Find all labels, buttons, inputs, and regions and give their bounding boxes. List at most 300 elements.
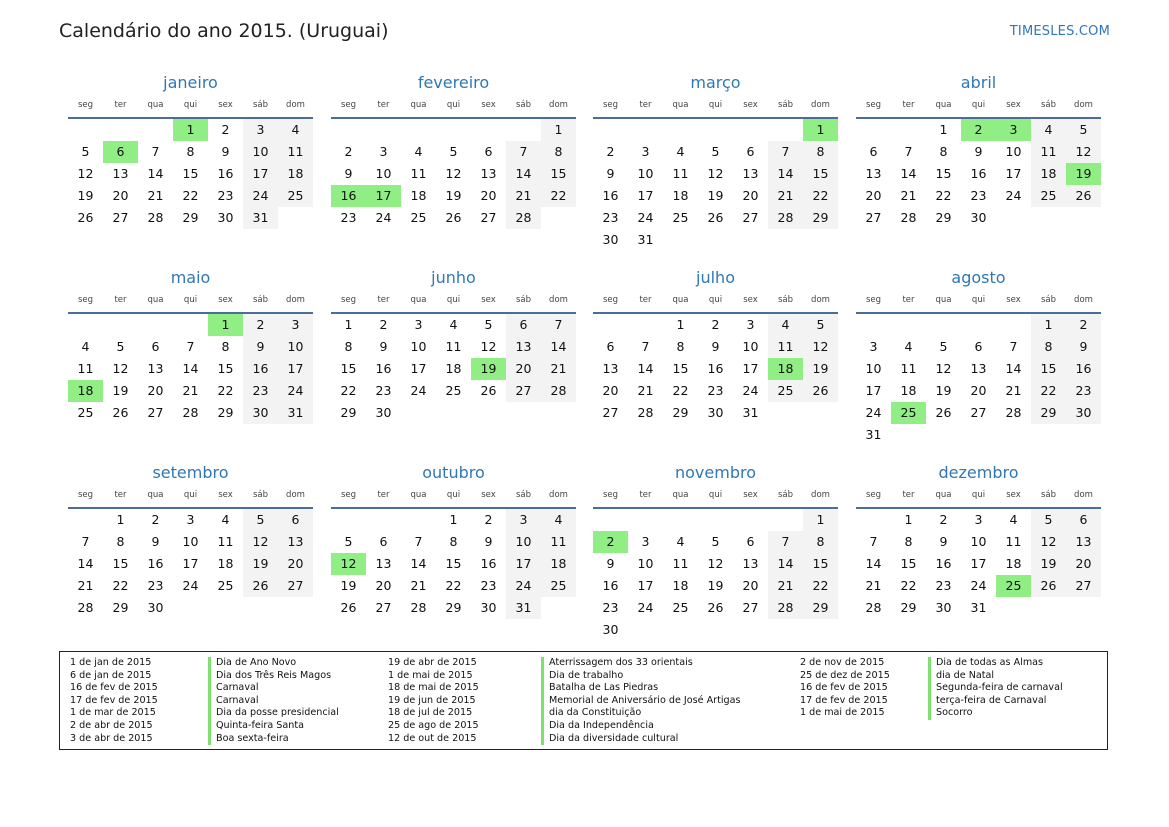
weekday-label: sex	[743, 490, 758, 500]
empty-cell	[768, 229, 803, 251]
holiday-day-cell: 1	[173, 119, 208, 141]
day-cell: 21	[410, 578, 427, 593]
day-cell: 30	[375, 405, 392, 420]
holiday-dates-col-2	[388, 657, 479, 745]
day-cell: 24	[865, 405, 882, 420]
day-grid	[68, 314, 313, 424]
day-cell: 1	[344, 317, 353, 332]
weekday-label: dom	[811, 100, 830, 110]
weekday-label: dom	[549, 490, 568, 500]
empty-cell	[663, 229, 698, 251]
day-cell: 3	[379, 144, 388, 159]
holiday-name: terça-feira de Carnaval	[928, 695, 1063, 708]
empty-cell	[803, 619, 838, 641]
weekday-label: sáb	[777, 100, 794, 110]
empty-cell	[698, 619, 733, 641]
day-cell: 19	[707, 578, 724, 593]
day-cell: 21	[1005, 383, 1022, 398]
day-cell: 30	[217, 210, 234, 225]
day-grid	[593, 314, 838, 424]
day-cell: 3	[641, 534, 650, 549]
day-cell: 8	[1031, 336, 1066, 358]
holiday-date: 12 de out de 2015	[388, 732, 477, 744]
empty-cell	[173, 314, 208, 336]
weekday-label: sáb	[515, 490, 532, 500]
day-cell: 23	[602, 600, 619, 615]
empty-cell	[68, 509, 103, 531]
day-cell: 18	[217, 556, 234, 571]
day-cell: 30	[935, 600, 952, 615]
empty-cell	[698, 509, 733, 531]
weekday-label: dom	[1074, 295, 1093, 305]
holiday-date: 25 de ago de 2015	[388, 719, 479, 731]
empty-cell	[593, 509, 628, 531]
weekday-label: ter	[377, 490, 390, 500]
day-cell: 14	[1005, 361, 1022, 376]
day-cell: 2	[344, 144, 353, 159]
day-cell: 24	[375, 210, 392, 225]
day-cell: 16	[217, 166, 234, 181]
day-cell: 3	[506, 509, 541, 531]
day-cell: 24	[243, 185, 278, 207]
day-cell: 8	[676, 339, 685, 354]
weekday-label: qua	[672, 295, 689, 305]
month-name: agosto	[951, 268, 1006, 287]
day-cell: 25	[672, 600, 689, 615]
month-10	[331, 462, 576, 619]
day-cell: 23	[970, 188, 987, 203]
month-name: janeiro	[163, 73, 218, 92]
holiday-day-cell: 19	[1066, 163, 1101, 185]
day-cell: 17	[1005, 166, 1022, 181]
month-5	[68, 267, 313, 424]
day-cell: 8	[344, 339, 353, 354]
day-cell: 22	[340, 383, 357, 398]
day-cell: 20	[970, 383, 987, 398]
day-cell: 10	[506, 531, 541, 553]
weekday-label: dom	[1074, 100, 1093, 110]
month-7	[593, 267, 838, 424]
day-cell: 10	[243, 141, 278, 163]
day-cell: 28	[900, 210, 917, 225]
day-cell: 13	[970, 361, 987, 376]
empty-cell	[856, 509, 891, 531]
weekday-label: dom	[811, 295, 830, 305]
day-cell: 5	[484, 317, 493, 332]
day-cell: 20	[506, 358, 541, 380]
day-cell: 15	[803, 163, 838, 185]
holiday-date: 19 de abr de 2015	[388, 657, 477, 668]
day-cell: 12	[1066, 141, 1101, 163]
empty-cell	[68, 119, 103, 141]
empty-cell	[103, 119, 138, 141]
day-cell: 9	[1066, 336, 1101, 358]
day-cell: 8	[186, 144, 195, 159]
weekday-label: ter	[639, 295, 652, 305]
day-cell: 29	[935, 210, 952, 225]
day-cell: 24	[742, 383, 759, 398]
day-cell: 16	[707, 361, 724, 376]
day-cell: 25	[410, 210, 427, 225]
weekday-label: ter	[377, 100, 390, 110]
empty-cell	[68, 314, 103, 336]
day-cell: 25	[541, 575, 576, 597]
day-cell: 19	[803, 358, 838, 380]
day-cell: 1	[676, 317, 685, 332]
holiday-day-cell: 1	[803, 119, 838, 141]
day-cell: 27	[970, 405, 987, 420]
day-cell: 13	[602, 361, 619, 376]
day-cell: 5	[81, 144, 90, 159]
holiday-name: dia da Constituição	[541, 707, 740, 720]
day-grid	[68, 509, 313, 619]
holiday-name: Dia de todas as Almas	[928, 657, 1063, 670]
weekday-header	[856, 95, 1101, 115]
day-cell: 17	[742, 361, 759, 376]
day-cell: 29	[1031, 402, 1066, 424]
day-cell: 29	[803, 207, 838, 229]
day-cell: 18	[278, 163, 313, 185]
day-cell: 26	[1066, 185, 1101, 207]
empty-cell	[768, 509, 803, 531]
day-cell: 9	[939, 534, 948, 549]
day-cell: 15	[541, 163, 576, 185]
day-cell: 15	[803, 553, 838, 575]
day-cell: 5	[116, 339, 125, 354]
day-cell: 23	[602, 210, 619, 225]
day-cell: 9	[243, 336, 278, 358]
day-cell: 4	[768, 314, 803, 336]
day-cell: 9	[379, 339, 388, 354]
day-cell: 16	[935, 556, 952, 571]
day-cell: 3	[974, 512, 983, 527]
weekday-label: sex	[481, 295, 496, 305]
holiday-day-cell: 17	[366, 185, 401, 207]
day-cell: 10	[742, 339, 759, 354]
month-name: junho	[431, 268, 476, 287]
day-cell: 18	[410, 188, 427, 203]
day-cell: 21	[900, 188, 917, 203]
day-cell: 1	[449, 512, 458, 527]
day-cell: 5	[1031, 509, 1066, 531]
weekday-label: seg	[77, 295, 94, 305]
day-cell: 20	[480, 188, 497, 203]
page-title: Calendário do ano 2015. (Uruguai)	[59, 20, 389, 42]
day-cell: 15	[182, 166, 199, 181]
empty-cell	[331, 119, 366, 141]
day-cell: 5	[939, 339, 948, 354]
day-cell: 2	[711, 317, 720, 332]
day-cell: 27	[1066, 575, 1101, 597]
day-cell: 9	[484, 534, 493, 549]
empty-cell	[628, 509, 663, 531]
day-cell: 2	[484, 512, 493, 527]
day-cell: 31	[243, 207, 278, 229]
day-cell: 6	[1066, 509, 1101, 531]
day-cell: 30	[147, 600, 164, 615]
empty-cell	[278, 597, 313, 619]
day-cell: 10	[278, 336, 313, 358]
day-cell: 31	[742, 405, 759, 420]
day-cell: 18	[672, 578, 689, 593]
day-cell: 14	[768, 163, 803, 185]
day-cell: 28	[1005, 405, 1022, 420]
month-9	[68, 462, 313, 619]
day-cell: 30	[602, 232, 619, 247]
day-cell: 15	[217, 361, 234, 376]
day-cell: 22	[182, 188, 199, 203]
holiday-dates-col-3	[800, 657, 890, 720]
empty-cell	[856, 314, 891, 336]
day-cell: 18	[900, 383, 917, 398]
day-cell: 16	[243, 358, 278, 380]
day-cell: 21	[768, 185, 803, 207]
day-cell: 5	[449, 144, 458, 159]
day-cell: 10	[865, 361, 882, 376]
day-cell: 27	[112, 210, 129, 225]
month-name: julho	[696, 268, 735, 287]
day-cell: 23	[375, 383, 392, 398]
day-cell: 4	[414, 144, 423, 159]
day-cell: 7	[186, 339, 195, 354]
empty-cell	[698, 119, 733, 141]
empty-cell	[996, 314, 1031, 336]
day-cell: 22	[672, 383, 689, 398]
weekday-label: qua	[935, 490, 952, 500]
weekday-label: sex	[743, 295, 758, 305]
empty-cell	[803, 402, 838, 424]
day-cell: 30	[602, 622, 619, 637]
day-cell: 9	[606, 556, 615, 571]
weekday-label: sáb	[777, 490, 794, 500]
holiday-day-cell: 1	[208, 314, 243, 336]
day-cell: 7	[414, 534, 423, 549]
day-cell: 8	[904, 534, 913, 549]
weekday-label: seg	[77, 490, 94, 500]
empty-cell	[401, 119, 436, 141]
day-cell: 7	[641, 339, 650, 354]
weekday-label: ter	[639, 100, 652, 110]
day-cell: 20	[147, 383, 164, 398]
weekday-header	[68, 485, 313, 505]
weekday-label: sex	[743, 100, 758, 110]
day-cell: 1	[541, 119, 576, 141]
day-cell: 3	[243, 119, 278, 141]
holiday-date: 18 de mai de 2015	[388, 682, 479, 694]
weekday-label: sex	[1006, 490, 1021, 500]
day-cell: 21	[865, 578, 882, 593]
day-cell: 16	[147, 556, 164, 571]
holiday-name: Segunda-feira de carnaval	[928, 682, 1063, 695]
day-cell: 4	[81, 339, 90, 354]
day-cell: 31	[637, 232, 654, 247]
empty-cell	[663, 509, 698, 531]
empty-cell	[926, 314, 961, 336]
day-cell: 4	[1031, 119, 1066, 141]
holiday-name: Dia da Independência	[541, 720, 740, 733]
day-cell: 9	[711, 339, 720, 354]
day-cell: 22	[803, 185, 838, 207]
day-cell: 7	[768, 531, 803, 553]
day-cell: 26	[935, 405, 952, 420]
weekday-label: qui	[183, 490, 198, 500]
day-cell: 14	[506, 163, 541, 185]
day-cell: 27	[742, 210, 759, 225]
day-cell: 6	[974, 339, 983, 354]
weekday-header	[856, 485, 1101, 505]
day-grid	[593, 509, 838, 641]
weekday-label: ter	[114, 490, 127, 500]
day-cell: 18	[672, 188, 689, 203]
day-cell: 29	[445, 600, 462, 615]
month-name: março	[690, 73, 741, 92]
day-cell: 12	[480, 339, 497, 354]
empty-cell	[768, 402, 803, 424]
day-cell: 21	[637, 383, 654, 398]
day-cell: 2	[606, 144, 615, 159]
day-cell: 7	[904, 144, 913, 159]
day-cell: 24	[278, 380, 313, 402]
day-cell: 6	[278, 509, 313, 531]
day-cell: 16	[375, 361, 392, 376]
empty-cell	[541, 402, 576, 424]
day-cell: 15	[672, 361, 689, 376]
empty-cell	[173, 597, 208, 619]
day-cell: 13	[112, 166, 129, 181]
day-cell: 12	[445, 166, 462, 181]
weekday-label: qui	[971, 295, 986, 305]
weekday-label: ter	[114, 100, 127, 110]
weekday-label: ter	[114, 295, 127, 305]
day-cell: 26	[480, 383, 497, 398]
day-cell: 2	[379, 317, 388, 332]
weekday-label: sex	[481, 490, 496, 500]
day-cell: 15	[112, 556, 129, 571]
day-cell: 3	[869, 339, 878, 354]
holiday-name: Carnaval	[208, 695, 339, 708]
day-cell: 29	[672, 405, 689, 420]
holiday-name: Aterrissagem dos 33 orientais	[541, 657, 740, 670]
day-cell: 17	[637, 578, 654, 593]
day-cell: 29	[340, 405, 357, 420]
holiday-name: Boa sexta-feira	[208, 733, 339, 746]
day-cell: 25	[278, 185, 313, 207]
empty-cell	[733, 509, 768, 531]
day-cell: 17	[865, 383, 882, 398]
day-cell: 3	[186, 512, 195, 527]
day-cell: 1	[939, 122, 948, 137]
day-cell: 26	[707, 210, 724, 225]
holiday-names-col-3	[928, 657, 1063, 720]
day-cell: 14	[637, 361, 654, 376]
day-cell: 10	[182, 534, 199, 549]
empty-cell	[1066, 424, 1101, 446]
month-3	[593, 72, 838, 251]
day-cell: 27	[147, 405, 164, 420]
day-cell: 11	[77, 361, 94, 376]
weekday-label: sex	[1006, 295, 1021, 305]
day-cell: 11	[900, 361, 917, 376]
empty-cell	[593, 119, 628, 141]
empty-cell	[471, 119, 506, 141]
empty-cell	[1031, 207, 1066, 229]
day-cell: 11	[672, 556, 689, 571]
day-cell: 13	[480, 166, 497, 181]
empty-cell	[138, 119, 173, 141]
site-link[interactable]: TIMESLES.COM	[1009, 24, 1110, 39]
weekday-label: qua	[410, 295, 427, 305]
holiday-day-cell: 2	[961, 119, 996, 141]
day-cell: 24	[1005, 188, 1022, 203]
empty-cell	[436, 119, 471, 141]
day-grid	[593, 119, 838, 251]
weekday-label: qui	[708, 490, 723, 500]
day-cell: 9	[151, 534, 160, 549]
holiday-date: 17 de fev de 2015	[800, 694, 888, 706]
weekday-label: ter	[902, 295, 915, 305]
day-grid	[856, 119, 1101, 229]
empty-cell	[768, 619, 803, 641]
day-cell: 20	[375, 578, 392, 593]
holiday-name: dia de Natal	[928, 670, 1063, 683]
day-cell: 18	[445, 361, 462, 376]
empty-cell	[401, 509, 436, 531]
day-cell: 28	[410, 600, 427, 615]
day-cell: 4	[1009, 512, 1018, 527]
day-cell: 22	[900, 578, 917, 593]
day-cell: 16	[602, 188, 619, 203]
holiday-name: Dia de Ano Novo	[208, 657, 339, 670]
holiday-list	[59, 651, 1108, 750]
weekday-label: ter	[902, 490, 915, 500]
holiday-day-cell: 16	[331, 185, 366, 207]
day-cell: 17	[410, 361, 427, 376]
day-cell: 23	[1066, 380, 1101, 402]
day-cell: 25	[768, 380, 803, 402]
day-cell: 28	[77, 600, 94, 615]
weekday-label: sex	[218, 295, 233, 305]
day-cell: 20	[278, 553, 313, 575]
day-cell: 19	[1031, 553, 1066, 575]
day-cell: 24	[506, 575, 541, 597]
day-cell: 24	[637, 600, 654, 615]
weekday-label: qua	[672, 100, 689, 110]
day-cell: 7	[151, 144, 160, 159]
empty-cell	[366, 509, 401, 531]
day-cell: 28	[768, 207, 803, 229]
day-cell: 23	[243, 380, 278, 402]
day-cell: 11	[768, 336, 803, 358]
day-cell: 2	[151, 512, 160, 527]
weekday-header	[856, 290, 1101, 310]
day-cell: 22	[445, 578, 462, 593]
day-cell: 14	[77, 556, 94, 571]
weekday-label: dom	[811, 490, 830, 500]
holiday-date: 1 de mar de 2015	[70, 707, 156, 719]
empty-cell	[733, 229, 768, 251]
day-cell: 4	[449, 317, 458, 332]
holiday-date: 16 de fev de 2015	[70, 682, 158, 694]
day-cell: 25	[217, 578, 234, 593]
weekday-label: qua	[935, 295, 952, 305]
empty-cell	[138, 314, 173, 336]
day-cell: 8	[541, 141, 576, 163]
weekday-label: ter	[377, 295, 390, 305]
empty-cell	[803, 229, 838, 251]
day-cell: 22	[935, 188, 952, 203]
day-cell: 1	[904, 512, 913, 527]
empty-cell	[208, 597, 243, 619]
